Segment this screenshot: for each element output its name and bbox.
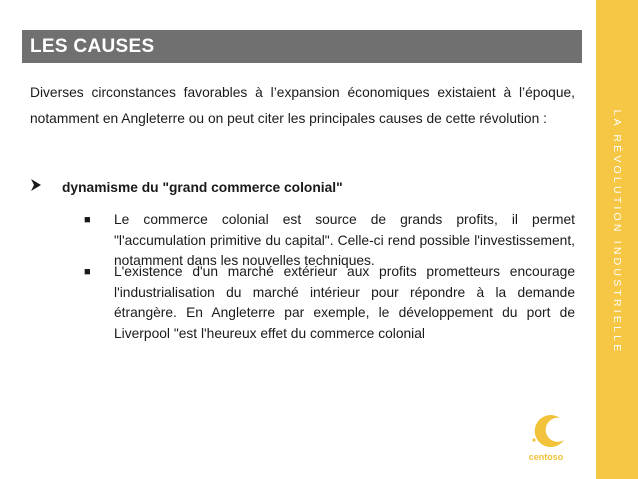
square-bullet-icon: ■: [84, 214, 91, 226]
square-bullet-icon: ■: [84, 266, 91, 278]
centoso-logo: [512, 410, 582, 466]
main-bullet-label: dynamisme du "grand commerce colonial": [62, 180, 343, 195]
arrow-bullet-icon: [30, 178, 62, 198]
main-bullet: [30, 178, 575, 198]
intro-paragraph: Diverses circonstances favorables à l’expansion économiques existaient à l’époque, notamment en Angleterre ou on peut citer les principales causes de cette révolution :: [30, 85, 575, 126]
logo-wordmark: centoso: [528, 452, 564, 462]
sub-bullet: [84, 262, 575, 344]
sub-bullet-text: Le commerce colonial est source de grands profits, il permet "l'accumulation primitive du capital". Celle-ci rend possible l'investissement, notamment dans les nouvelles techniques.: [114, 212, 575, 268]
sub-bullet-text: L'existence d'un marché extérieur aux profits prometteurs encourage l'industrialisation du marché intérieur pour répondre à la demande étrangère. En Angleterre par exemple, le développement du port de Liverpool "est l'heureux effet du commerce colonial: [114, 264, 575, 341]
side-label: LA RÉVOLUTION INDUSTRIELLE: [611, 109, 623, 355]
slide-title: LES CAUSES: [22, 30, 582, 63]
